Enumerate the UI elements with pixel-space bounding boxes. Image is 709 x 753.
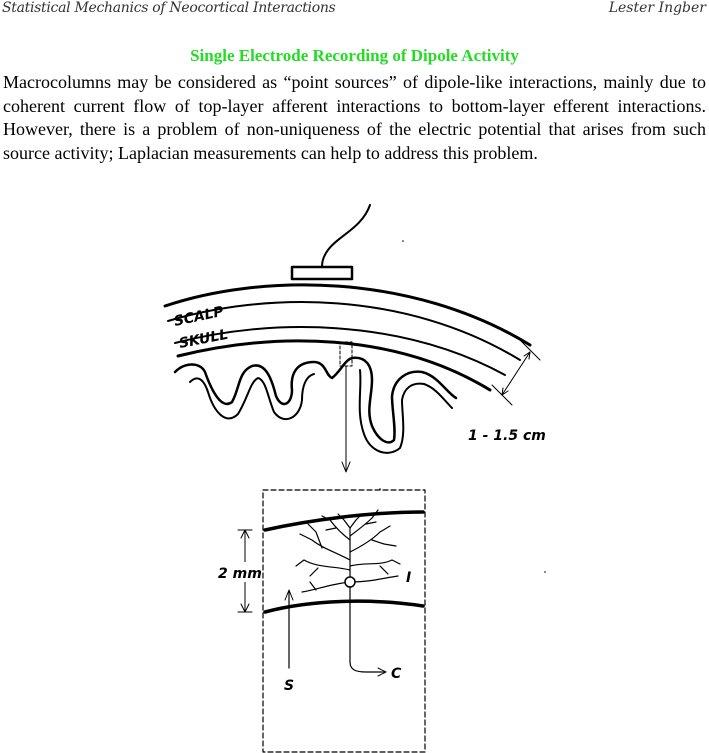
skull-label: SKULL: [177, 326, 230, 352]
label-S: S: [284, 678, 295, 694]
running-header-author: Lester Ingber: [608, 0, 706, 16]
neuron-soma: [345, 577, 355, 587]
body-paragraph: Macrocolumns may be considered as “point sources” of dipole-like interactions, mainly due to coherent current flow of top-layer afferent interactions to bottom-layer efferent interactions. However, there is a problem of non-uniqueness of the electric potential that arises from such source activity; Laplacian measurements can help to address this problem.: [3, 72, 706, 163]
cortex-surface: [175, 358, 456, 443]
thickness-label: 1 - 1.5 cm: [468, 428, 546, 444]
running-header-title: Statistical Mechanics of Neocortical Interactions: [2, 0, 336, 16]
depth-label: 2 mm: [218, 566, 262, 582]
electrode-pad: [292, 267, 352, 279]
cortex-inner-fold: [190, 370, 452, 453]
enlarged-view-box: [263, 490, 425, 752]
electrode-wire: [322, 205, 370, 268]
label-I: I: [406, 570, 412, 586]
thickness-tick-1: [520, 340, 540, 360]
scalp-label: SCALP: [172, 303, 226, 330]
section-title: Single Electrode Recording of Dipole Activity: [190, 46, 519, 65]
label-C: C: [391, 666, 402, 682]
